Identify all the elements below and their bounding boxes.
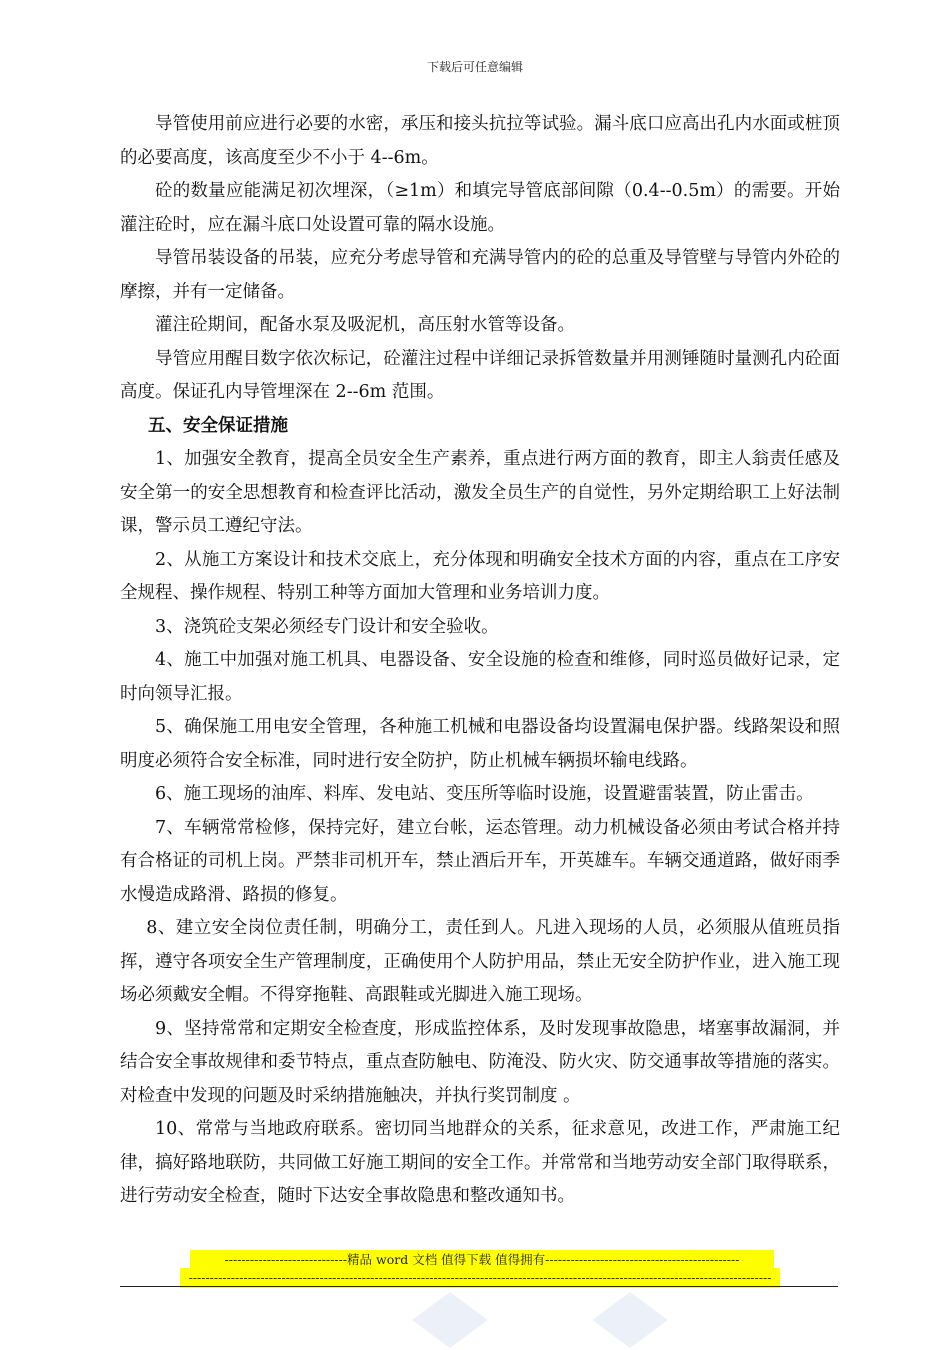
footer-banner: -----------------------------精品 word 文档 值得下载 值得拥有---------------------------------------------- — [190, 1250, 774, 1270]
footer-dashes: ------------------------------------------------------------------------------------------------------------------------------------------ — [180, 1268, 780, 1288]
list-item: 7、车辆常常检修，保持完好，建立台帐，运态管理。动力机械设备必须由考试合格并持有合格证的司机上岗。严禁非司机开车，禁止酒后开车，开英雄车。车辆交通道路，做好雨季水慢造成路滑、路损的修复。 — [120, 817, 840, 905]
paragraph: 灌注砼期间，配备水泵及吸泥机，高压射水管等设备。 — [155, 315, 575, 335]
document-body — [120, 108, 840, 1214]
list-item: 2、从施工方案设计和技术交底上，充分体现和明确安全技术方面的内容，重点在工序安全规程、操作规程、特别工种等方面加大管理和业务培训力度。 — [120, 549, 840, 603]
list-item: 8、建立安全岗位责任制，明确分工，责任到人。凡进入现场的人员，必须服从值班员指挥，遵守各项安全生产管理制度，正确使用个人防护用品，禁止无安全防护作业，进入施工现场必须戴安全帽。不得穿拖鞋、高跟鞋或光脚进入施工现场。 — [120, 918, 840, 1005]
footer-rule — [120, 1286, 838, 1287]
page-header: 下载后可任意编辑 — [426, 60, 523, 74]
list-item: 10、常常与当地政府联系。密切同当地群众的关系，征求意见，改进工作，严肃施工纪律，搞好路地联防，共同做工好施工期间的安全工作。并常常和当地劳动安全部门取得联系，进行劳动安全检查，随时下达安全事故隐患和整改通知书。 — [120, 1119, 840, 1206]
paragraph: 砼的数量应能满足初次埋深，（≥1m）和填完导管底部间隙（0.4--0.5m）的需要。开始灌注砼时，应在漏斗底口处设置可靠的隔水设施。 — [120, 181, 840, 235]
list-item: 3、浇筑砼支架必须经专门设计和安全验收。 — [155, 616, 499, 637]
watermark-logo-icon — [410, 1290, 490, 1350]
list-item: 9、坚持常常和定期安全检查度，形成监控体系，及时发现事故隐患，堵塞事故漏洞，并结合安全事故规律和委节特点，重点查防触电、防淹没、防火灾、防交通事故等措施的落实。对检查中发现的问题及时采纳措施触决，并执行奖罚制度 。 — [120, 1018, 840, 1106]
paragraph: 导管使用前应进行必要的水密，承压和接头抗拉等试验。漏斗底口应高出孔内水面或桩顶的必要高度，该高度至少不小于 4--6m。 — [120, 114, 840, 168]
list-item: 4、施工中加强对施工机具、电器设备、安全设施的检查和维修，同时巡员做好记录，定时向领导汇报。 — [120, 650, 840, 704]
watermark-logo-icon — [590, 1290, 670, 1350]
list-item: 5、确保施工用电安全管理，各种施工机械和电器设备均设置漏电保护器。线路架设和照明度必须符合安全标准，同时进行安全防护，防止机械车辆损坏输电线路。 — [120, 717, 840, 771]
paragraph: 导管应用醒目数字依次标记，砼灌注过程中详细记录拆管数量并用测锤随时量测孔内砼面高度。保证孔内导管埋深在 2--6m 范围。 — [120, 348, 840, 402]
list-item: 6、施工现场的油库、料库、发电站、变压所等临时设施，设置避雷装置，防止雷击。 — [155, 784, 814, 804]
list-item: 1、加强安全教育，提高全员安全生产素养，重点进行两方面的教育，即主人翁责任感及安全第一的安全思想教育和检查评比活动，激发全员生产的自觉性，另外定期给职工上好法制课，警示员工遵纪守法。 — [120, 449, 840, 536]
section-title: 五、安全保证措施 — [148, 415, 288, 436]
paragraph: 导管吊装设备的吊装，应充分考虑导管和充满导管内的砼的总重及导管壁与导管内外砼的摩擦，并有一定储备。 — [120, 248, 840, 302]
